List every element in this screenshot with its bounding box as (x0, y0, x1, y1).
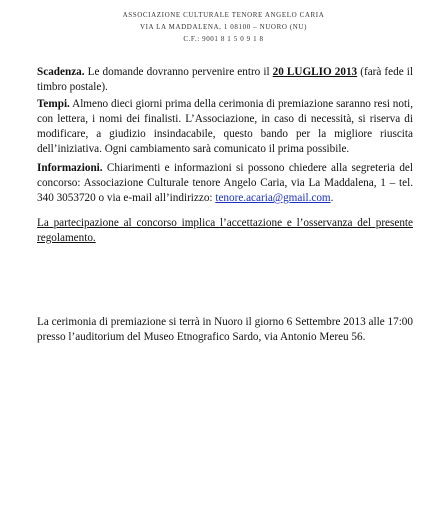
paragraph-partecipazione: La partecipazione al concorso implica l’accettazione e l’osservanza del presente regolamento. (37, 217, 413, 244)
tempi-text: Almeno dieci giorni prima della cerimonia di premiazione saranno resi noti, con lettera, i nomi dei finalisti. L’Associazione, in caso di necessità, si riserva di modificare, a giudizio insindacabile, questo bando per la migliore riuscita dell’iniziativa. Ogni cambiamento sarà comunicato il prima possibile. (37, 98, 413, 155)
scadenza-date: 20 LUGLIO 2013 (272, 66, 358, 78)
informazioni-text: Chiarimenti e informazioni si possono chiedere alla segreteria del concorso: Associazione Culturale tenore Angelo Caria, via La Maddalena, 1 – tel. 340 3053720 o via e-mail all’indirizzo: (37, 162, 413, 204)
scadenza-text-after: (farà fede il timbro postale). (37, 66, 413, 93)
letterhead-fiscal-code: C.F.: 9001 8 1 5 0 9 1 8 (183, 35, 264, 43)
scadenza-text-before: Le domande dovranno pervenire entro il (84, 66, 273, 78)
informazioni-label: Informazioni. (37, 162, 103, 174)
letterhead-org-name: ASSOCIAZIONE CULTURALE TENORE ANGELO CARIA (122, 11, 325, 19)
letterhead-address: VIA LA MADDALENA, 1 08100 – NUORO (NU) (139, 23, 308, 31)
paragraph-tempi (37, 97, 413, 157)
paragraph-informazioni (37, 161, 413, 206)
paragraph-scadenza (37, 65, 413, 95)
scadenza-label: Scadenza. (37, 66, 85, 78)
tempi-label: Tempi. (37, 98, 70, 110)
letterhead (0, 9, 447, 45)
informazioni-text-end: . (330, 192, 334, 204)
email-link[interactable]: tenore.acaria@gmail.com (215, 192, 331, 204)
paragraph-cerimonia: La cerimonia di premiazione si terrà in Nuoro il giorno 6 Settembre 2013 alle 17:00 presso l’auditorium del Museo Etnografico Sardo, via Antonio Mereu 56. (37, 316, 413, 343)
